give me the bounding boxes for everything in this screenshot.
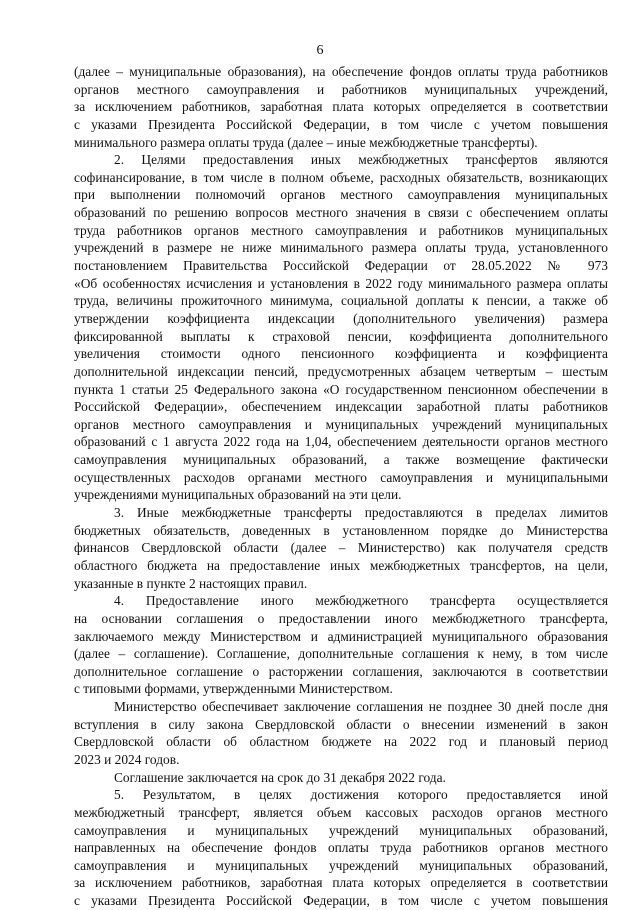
text-line: при выполнении полномочий органов местного самоуправления муниципальных [74, 187, 608, 203]
text-line: утверждении коэффициента индексации (дополнительного увеличения) размера [74, 310, 608, 326]
paragraph [74, 63, 608, 151]
text-line: минимального размера оплаты труда (далее – иные межбюджетные трансферты). [74, 134, 538, 150]
text-line: с указами Президента Российской Федерации, в том числе с учетом повышения [74, 893, 608, 909]
text-line: дополнительной индексации пенсий, предусмотренных абзацем четвертым – шестым [74, 363, 608, 379]
text-line: финансов Свердловской области (далее – Министерство) как получателя средств [74, 540, 608, 556]
text-line: постановлением Правительства Российской Федерации от 28.05.2022 № 973 [74, 258, 608, 274]
text-line: заключаемого между Министерством и администрацией муниципального образования [74, 628, 608, 644]
text-line: 5. Результатом, в целях достижения которого предоставляется иной [114, 787, 608, 803]
text-line: софинансирование, в том числе в полном объеме, расходных обязательств, возникающих [74, 169, 608, 185]
text-line: учреждениями муниципальных образований на эти цели. [74, 487, 402, 503]
text-line: с указами Президента Российской Федерации, в том числе с учетом повышения [74, 116, 608, 132]
text-line: «Об особенностях исчисления и установления в 2022 году минимального размера оплаты [74, 275, 608, 291]
text-line: (далее – соглашение). Соглашение, дополнительные соглашения к нему, в том числе [74, 646, 608, 662]
text-line: за исключением работников, заработная плата которых определяется в соответствии [74, 875, 608, 891]
text-line: 4. Предоставление иного межбюджетного трансферта осуществляется [114, 593, 608, 609]
text-line: указанные в пункте 2 настоящих правил. [74, 575, 308, 591]
text-line: 2023 и 2024 годов. [74, 751, 180, 767]
text-line: органов местного самоуправления и муниципальных учреждений муниципальных [74, 416, 608, 432]
text-line: образований с 1 августа 2022 года на 1,04, обеспечением деятельности органов местного [74, 434, 608, 450]
text-line: направленных на обеспечение фондов оплаты труда работников органов местного [74, 840, 608, 856]
text-line: с типовыми формами, утвержденными Министерством. [74, 681, 393, 697]
text-line: за исключением работников, заработная плата которых определяется в соответствии [74, 99, 608, 115]
text-line: на основании соглашения о предоставлении иного межбюджетного трансферта, [74, 610, 608, 626]
text-line: Соглашение заключается на срок до 31 декабря 2022 года. [114, 769, 446, 785]
text-line: 2. Целями предоставления иных межбюджетных трансфертов являются [114, 152, 608, 168]
text-line: учреждений в размере не ниже минимального размера оплаты труда, установленного [74, 240, 608, 256]
text-line: труда работников органов местного самоуправления и работников муниципальных [74, 222, 608, 238]
text-line: труда, величины прожиточного минимума, социальной доплаты к пенсии, а также об [74, 293, 608, 309]
text-line: самоуправления муниципальных образований, а также возмещение фактически [74, 452, 608, 468]
paragraph [74, 698, 608, 769]
text-line: самоуправления и муниципальных учреждений муниципальных образований, [74, 857, 608, 873]
text-line: межбюджетный трансферт, является объем кассовых расходов органов местного [74, 804, 608, 820]
text-line: образований по решению вопросов местного значения в связи с обеспечением оплаты [74, 205, 608, 221]
paragraph [74, 592, 608, 698]
text-line: фиксированной выплаты к страховой пенсии, коэффициента дополнительного [74, 328, 608, 344]
text-line: областного бюджета на предоставление иных межбюджетных трансфертов, на цели, [74, 557, 608, 573]
text-line: органов местного самоуправления и работников муниципальных учреждений, [74, 81, 608, 97]
text-line: 3. Иные межбюджетные трансферты предоставляются в пределах лимитов [114, 505, 608, 521]
paragraph [74, 769, 608, 787]
page-number: 6 [316, 43, 324, 58]
text-line: дополнительное соглашение о расторжении соглашения, заключаются в соответствии [74, 663, 608, 679]
paragraph [74, 151, 608, 504]
text-line: (далее – муниципальные образования), на обеспечение фондов оплаты труда работников [74, 64, 608, 79]
paragraph [74, 786, 608, 909]
document-body [74, 63, 608, 910]
text-line: самоуправления и муниципальных учреждений муниципальных образований, [74, 822, 608, 838]
text-line: осуществленных расходов органами местного самоуправления и муниципальными [74, 469, 608, 485]
text-line: вступления в силу закона Свердловской области о внесении изменений в закон [74, 716, 608, 732]
paragraph [74, 504, 608, 592]
text-line: Свердловской области об областном бюджете на 2022 год и плановый период [74, 734, 608, 750]
text-line: Министерство обеспечивает заключение соглашения не позднее 30 дней после дня [114, 699, 608, 715]
text-line: пункта 1 статьи 25 Федерального закона «О государственном пенсионном обеспечении в [74, 381, 608, 397]
text-line: Российской Федерации», обеспечением индексации заработной платы работников [74, 399, 608, 415]
text-line: увеличения стоимости одного пенсионного коэффициента и коэффициента [74, 346, 608, 362]
text-line: бюджетных обязательств, доведенных в установленном порядке до Министерства [74, 522, 608, 538]
